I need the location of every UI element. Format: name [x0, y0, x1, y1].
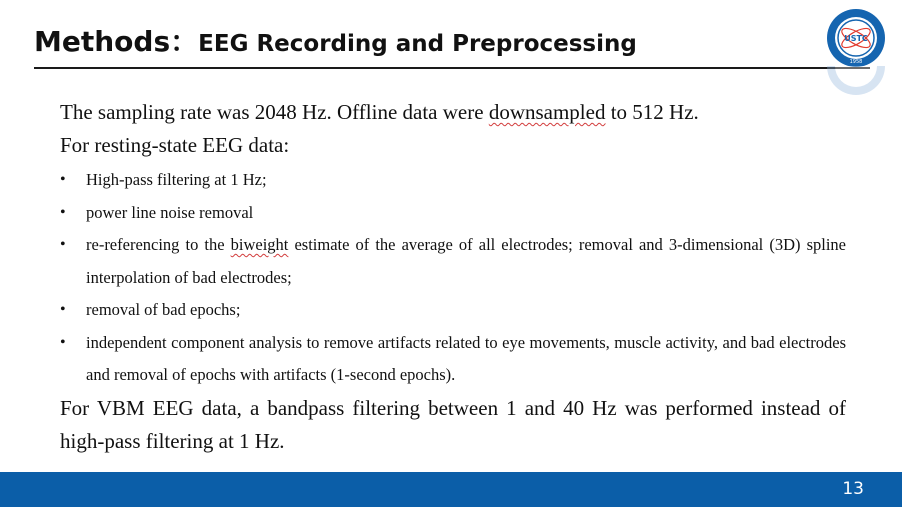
- logo-reflection: [826, 66, 886, 96]
- title-colon: ：: [170, 25, 199, 58]
- bullet-icon: •: [60, 236, 66, 253]
- sampling-rate-text: The sampling rate was 2048 Hz. Offline data were downsampled to 512 Hz.: [60, 100, 699, 124]
- spellcheck-word: downsampled: [488, 100, 606, 124]
- bullet-icon: •: [60, 301, 66, 318]
- spellcheck-word: biweight: [230, 235, 289, 254]
- vbm-eeg-text: For VBM EEG data, a bandpass filtering between 1 and 40 Hz was performed instead of high-pass filtering at 1 Hz.: [60, 395, 846, 453]
- resting-state-heading: For resting-state EEG data:: [60, 133, 290, 157]
- logo-year: 1958: [849, 59, 863, 65]
- preprocessing-steps-list: [60, 164, 846, 392]
- bullet-icon: •: [60, 203, 66, 221]
- title-main: Methods: [34, 25, 171, 58]
- logo-text: USTC: [844, 34, 868, 43]
- slide-title: [34, 20, 637, 60]
- list-item: • power line noise removal: [60, 197, 846, 230]
- title-subtitle: EEG Recording and Preprocessing: [198, 31, 637, 57]
- list-item: • High-pass filtering at 1 Hz;: [60, 164, 846, 197]
- bullet-icon: •: [60, 171, 66, 188]
- title-underline: [34, 67, 870, 69]
- footer-bar: [0, 472, 902, 507]
- bullet-icon: •: [60, 333, 66, 351]
- list-item: • independent component analysis to remove artifacts related to eye movements, muscle activity, and bad electrodes and removal of epochs with artifacts (1-second epochs).: [60, 327, 846, 392]
- slide-body: [60, 96, 846, 458]
- university-logo: [826, 8, 886, 68]
- page-number: 13: [842, 479, 864, 499]
- list-item: • removal of bad epochs;: [60, 294, 846, 327]
- list-item: • re-referencing to the biweight estimate of the average of all electrodes; removal and 3-dimensional (3D) spline interpolation of bad electrodes;: [60, 229, 846, 294]
